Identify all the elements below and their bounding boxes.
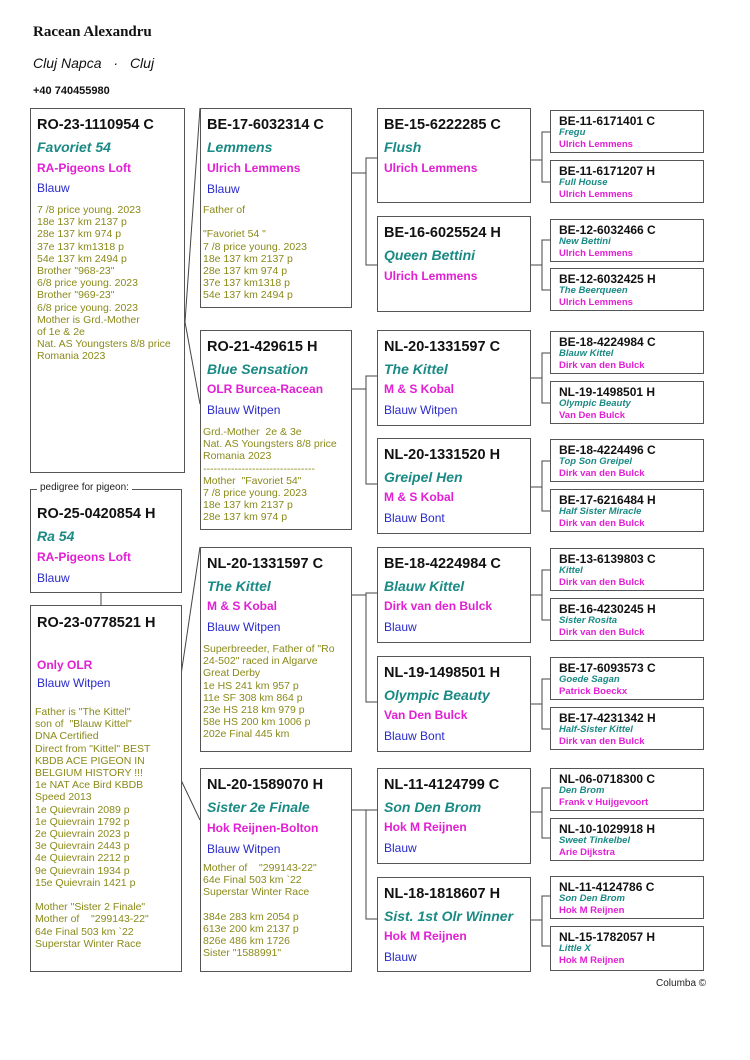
plumage-color: Blauw	[37, 181, 70, 195]
gen4-card[interactable]	[550, 657, 704, 700]
ring-number: RO-21-429615 H	[207, 339, 318, 355]
gen4-card[interactable]	[550, 160, 704, 203]
ring-number: BE-12-6032425 H	[559, 272, 656, 286]
phone-number: +40 740455980	[33, 85, 110, 97]
pigeon-name: The Kittel	[207, 578, 271, 594]
pigeon-name: Blue Sensation	[207, 361, 309, 377]
pigeon-name: Sister 2e Finale	[207, 799, 310, 815]
pigeon-name: Sweet Tinkelbel	[559, 835, 631, 846]
ring-number: BE-13-6139803 C	[559, 552, 656, 566]
gen4-card[interactable]	[550, 489, 704, 532]
gen3-card[interactable]	[377, 768, 531, 864]
ring-number: BE-18-4224496 C	[559, 443, 656, 457]
owner: Dirk van den Bulck	[559, 736, 645, 747]
pigeon-name: Greipel Hen	[384, 469, 463, 485]
plumage-color: Blauw Bont	[384, 511, 445, 525]
owner: Hok M Reijnen	[384, 820, 467, 834]
owner: Dirk van den Bulck	[559, 468, 645, 479]
owner: Hok M Reijnen	[384, 929, 467, 943]
pigeon-name: Favoriet 54	[37, 139, 111, 155]
ring-number: BE-17-6032314 C	[207, 117, 324, 133]
owner: Arie Dijkstra	[559, 847, 615, 858]
pigeon-name: Blauw Kittel	[559, 348, 614, 359]
owner: OLR Burcea-Racean	[207, 382, 324, 396]
gen4-card[interactable]	[550, 818, 704, 861]
plumage-color: Blauw Bont	[384, 729, 445, 743]
gen3-card[interactable]	[377, 656, 531, 752]
ring-number: NL-20-1331520 H	[384, 447, 501, 463]
owner: M & S Kobal	[384, 490, 455, 504]
pigeon-name: Goede Sagan	[559, 674, 620, 685]
owner: Frank v Huijgevoort	[559, 797, 649, 808]
ring-number: NL-20-1331597 C	[207, 556, 324, 572]
owner: Van Den Bulck	[559, 410, 625, 421]
ring-number: NL-11-4124799 C	[384, 777, 500, 793]
pigeon-name: The Kittel	[384, 361, 448, 377]
owner: RA-Pigeons Loft	[37, 550, 131, 564]
ring-number: BE-11-6171207 H	[559, 164, 656, 178]
gen4-card[interactable]	[550, 268, 704, 311]
dam-card[interactable]	[30, 605, 182, 972]
performance-info: Father is "The Kittel" son of "Blauw Kittel" DNA Certified Direct from "Kittel" BEST KBDB ACE PIGEON IN BELGIUM HISTORY !!! 1e NAT Ace Bird KBDB Speed 2013 1e Quievrain 2089 p 1e Quievrain 1792 p 2e Quievrain 2023 p 3e Quievrain 2443 p 4e Quievrain 2212 p 9e Quievrain 1934 p 15e Quievrain 1421 p Mother "Sister 2 Finale" Mother of "299143-22" 64e Final 503 km `22 Superstar Winter Race	[35, 706, 151, 950]
pedigree-legend: pedigree for pigeon:	[37, 482, 132, 493]
gen4-card[interactable]	[550, 548, 704, 591]
ring-number: NL-19-1498501 H	[559, 385, 656, 399]
ring-number: BE-18-4224984 C	[559, 335, 656, 349]
plumage-color: Blauw Witpen	[207, 403, 281, 417]
pigeon-name: Half-Sister Kittel	[559, 724, 633, 735]
gen3-card[interactable]	[377, 108, 531, 203]
pigeon-name: New Bettini	[559, 236, 611, 247]
owner: Dirk van den Bulck	[559, 360, 645, 371]
pigeon-name: Lemmens	[207, 139, 273, 155]
owner: Ulrich Lemmens	[559, 139, 633, 150]
gen4-card[interactable]	[550, 598, 704, 641]
gen4-card[interactable]	[550, 926, 704, 971]
pigeon-name: Kittel	[559, 565, 583, 576]
pigeon-name: Olympic Beauty	[384, 687, 490, 703]
ring-number: NL-10-1029918 H	[559, 822, 656, 836]
performance-info: Grd.-Mother 2e & 3e Nat. AS Youngsters 8/8 price Romania 2023 -------------------------------- Mother "Favoriet 54" 7 /8 price young. 2023 18e 137 km 2137 p 28e 137 km 974 p	[203, 426, 337, 524]
gen4-card[interactable]	[550, 331, 704, 374]
owner: Ulrich Lemmens	[207, 161, 301, 175]
ring-number: NL-15-1782057 H	[559, 930, 656, 944]
grandsire-paternal-card[interactable]	[200, 108, 352, 308]
gen4-card[interactable]	[550, 110, 704, 153]
pigeon-name: Olympic Beauty	[559, 398, 631, 409]
pigeon-name: Full House	[559, 177, 608, 188]
gen3-card[interactable]	[377, 877, 531, 972]
performance-info: Mother of "299143-22" 64e Final 503 km `22 Superstar Winter Race 384e 283 km 2054 p 613e 200 km 2137 p 826e 486 km 1726 Sister "1588991"	[203, 862, 317, 960]
ring-number: BE-17-6093573 C	[559, 661, 656, 675]
plumage-color: Blauw	[384, 620, 417, 634]
gen3-card[interactable]	[377, 547, 531, 643]
gen3-card[interactable]	[377, 330, 531, 426]
owner: Dirk van den Bulck	[559, 577, 645, 588]
pigeon-name: Sister Rosita	[559, 615, 618, 626]
ring-number: BE-17-6216484 H	[559, 493, 656, 507]
pigeon-name: Ra 54	[37, 528, 75, 544]
gen4-card[interactable]	[550, 381, 704, 424]
owner: Dirk van den Bulck	[559, 627, 645, 638]
owner: M & S Kobal	[384, 382, 455, 396]
performance-info: 7 /8 price young. 2023 18e 137 km 2137 p 28e 137 km 974 p 37e 137 km1318 p 54e 137 km 2494 p Brother "968-23" 6/8 price young. 2023 Brother "969-23" 6/8 price young. 2023 Mother is Grd.-Mother of 1e & 2e Nat. AS Youngsters 8/8 price Romania 2023	[37, 204, 171, 363]
gen4-card[interactable]	[550, 219, 704, 262]
gen4-card[interactable]	[550, 876, 704, 919]
owner: Van Den Bulck	[384, 708, 468, 722]
ring-number: BE-11-6171401 C	[559, 114, 656, 128]
pigeon-name: Blauw Kittel	[384, 578, 465, 594]
plumage-color: Blauw Witpen	[384, 403, 458, 417]
owner: Patrick Boeckx	[559, 686, 628, 697]
ring-number: BE-12-6032466 C	[559, 223, 656, 237]
ring-number: RO-23-0778521 H	[37, 615, 156, 631]
owner: Ulrich Lemmens	[384, 161, 478, 175]
ring-number: RO-23-1110954 C	[37, 117, 154, 133]
plumage-color: Blauw	[384, 841, 417, 855]
footer-credit: Columba ©	[656, 978, 707, 989]
ring-number: NL-20-1331597 C	[384, 339, 501, 355]
plumage-color: Blauw Witpen	[37, 676, 111, 690]
owner: Dirk van den Bulck	[559, 518, 645, 529]
owner: Hok M Reijnen	[559, 905, 625, 916]
plumage-color: Blauw	[384, 950, 417, 964]
ring-number: BE-18-4224984 C	[384, 556, 501, 572]
ring-number: NL-20-1589070 H	[207, 777, 324, 793]
granddam-paternal-card[interactable]	[200, 330, 352, 530]
owner: Ulrich Lemmens	[559, 248, 633, 259]
owner: Ulrich Lemmens	[559, 189, 633, 200]
location-separator: ·	[113, 55, 119, 71]
pigeon-name: The Beerqueen	[559, 285, 628, 296]
plumage-color: Blauw Witpen	[207, 620, 281, 634]
ring-number: BE-16-6025524 H	[384, 225, 501, 241]
ring-number: BE-15-6222285 C	[384, 117, 501, 133]
region: Cluj	[129, 55, 155, 71]
granddam-maternal-card[interactable]	[200, 768, 352, 972]
owner: Dirk van den Bulck	[384, 599, 493, 613]
gen4-card[interactable]	[550, 707, 704, 750]
pigeon-name: Son Den Brom	[384, 799, 482, 815]
gen4-card[interactable]	[550, 768, 704, 811]
pigeon-name: Little X	[559, 943, 591, 954]
plumage-color: Blauw	[207, 182, 240, 196]
performance-info: Superbreeder, Father of "Ro 24-502" raced in Algarve Great Derby 1e HS 241 km 957 p 11e SF 308 km 864 p 23e HS 218 km 979 p 58e HS 200 km 1006 p 202e Final 445 km	[203, 643, 335, 741]
pigeon-name: Son Den Brom	[559, 893, 625, 904]
owner: Only OLR	[37, 658, 93, 672]
owner: RA-Pigeons Loft	[37, 161, 131, 175]
pigeon-name: Half Sister Miracle	[559, 506, 642, 517]
gen3-card[interactable]	[377, 438, 531, 534]
ring-number: RO-25-0420854 H	[37, 506, 156, 522]
gen4-card[interactable]	[550, 439, 704, 482]
ring-number: NL-19-1498501 H	[384, 665, 501, 681]
owner: Hok M Reijnen	[559, 955, 625, 966]
owner: M & S Kobal	[207, 599, 278, 613]
gen3-card[interactable]	[377, 216, 531, 312]
performance-info: Father of "Favoriet 54 " 7 /8 price young. 2023 18e 137 km 2137 p 28e 137 km 974 p 37e 137 km1318 p 54e 137 km 2494 p	[203, 204, 307, 302]
ring-number: NL-11-4124786 C	[559, 880, 655, 894]
city: Cluj Napca	[33, 55, 102, 71]
subject-card[interactable]	[30, 489, 182, 593]
pigeon-name: Flush	[384, 139, 422, 155]
ring-number: BE-16-4230245 H	[559, 602, 656, 616]
ring-number: NL-06-0718300 C	[559, 772, 656, 786]
ring-number: NL-18-1818607 H	[384, 886, 501, 902]
grandsire-maternal-card[interactable]	[200, 547, 352, 752]
owner: Ulrich Lemmens	[384, 269, 478, 283]
pigeon-name: Den Brom	[559, 785, 605, 796]
pigeon-name: Fregu	[559, 127, 586, 138]
owner: Ulrich Lemmens	[559, 297, 633, 308]
ring-number: BE-17-4231342 H	[559, 711, 656, 725]
plumage-color: Blauw	[37, 571, 70, 585]
sire-card[interactable]	[30, 108, 185, 473]
pigeon-name: Queen Bettini	[384, 247, 476, 263]
pigeon-name: Sist. 1st Olr Winner	[384, 908, 514, 924]
plumage-color: Blauw Witpen	[207, 842, 281, 856]
pigeon-name: Top Son Greipel	[559, 456, 633, 467]
owner: Hok Reijnen-Bolton	[207, 821, 319, 835]
breeder-name: Racean Alexandru	[33, 24, 152, 40]
